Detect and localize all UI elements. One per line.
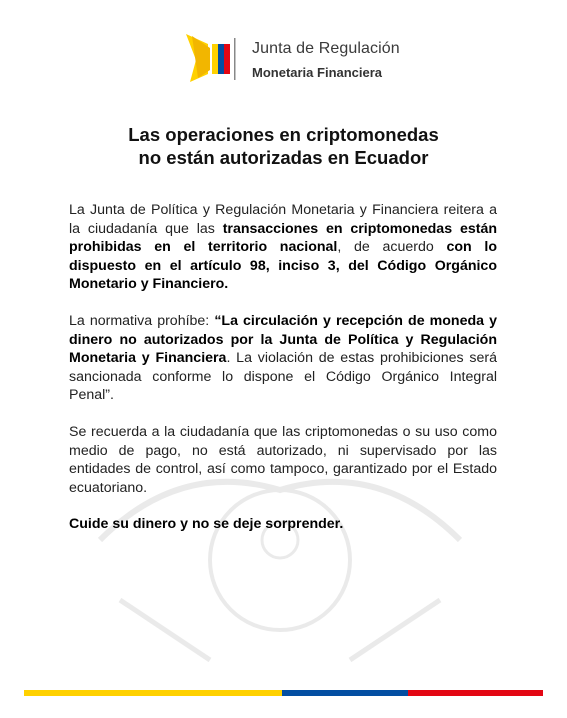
paragraph-2-text-b: . La violación de estas prohibiciones será sancionada conforme lo dispone el Código Orgánico Integral Penal”.: [69, 350, 497, 404]
paragraph-2-bold-a: “La circulación y recepción de moneda y dinero no autorizados por la Junta de Política y Regulación Monetaria y Financiera: [69, 312, 497, 367]
footer-stripe-blue: [282, 690, 408, 696]
coat-of-arms-icon: [182, 30, 246, 88]
logo-subtitle: Monetaria Financiera: [252, 65, 383, 80]
paragraph-1-bold-b: con lo dispuesto en el artículo 98, inciso 3, del Código Orgánico Monetario y Financiero.: [69, 239, 497, 293]
title-line-2: no están autorizadas en Ecuador: [138, 147, 429, 168]
paragraph-1-bold-a: transacciones en criptomonedas están prohibidas en el territorio nacional: [69, 220, 498, 256]
paragraph-2-text-a: La normativa prohíbe:: [69, 312, 215, 329]
paragraph-1-text-b: , de acuerdo: [337, 239, 447, 256]
paragraph-1-text-a: La Junta de Política y Regulación Monetaria y Financiera reitera a la ciudadanía que las: [69, 202, 497, 237]
paragraph-2: [69, 312, 497, 405]
closing-line: Cuide su dinero y no se deje sorprender.: [69, 516, 344, 533]
paragraph-3: [69, 423, 497, 497]
paragraph-1: [69, 201, 497, 294]
logo: [182, 30, 402, 88]
logo-title: Junta de Regulación: [252, 40, 400, 57]
footer-stripe-yellow: [24, 690, 282, 696]
paragraph-3-text: Se recuerda a la ciudadanía que las criptomonedas o su uso como medio de pago, no está autorizado, ni supervisado por las entidades de control, así como tampoco, garantizado por el Estado ecuatoriano.: [69, 423, 497, 496]
announcement-body: [69, 201, 497, 552]
footer-stripe-red: [408, 690, 543, 696]
page-title: [0, 123, 567, 169]
title-line-1: Las operaciones en criptomonedas: [128, 124, 439, 145]
